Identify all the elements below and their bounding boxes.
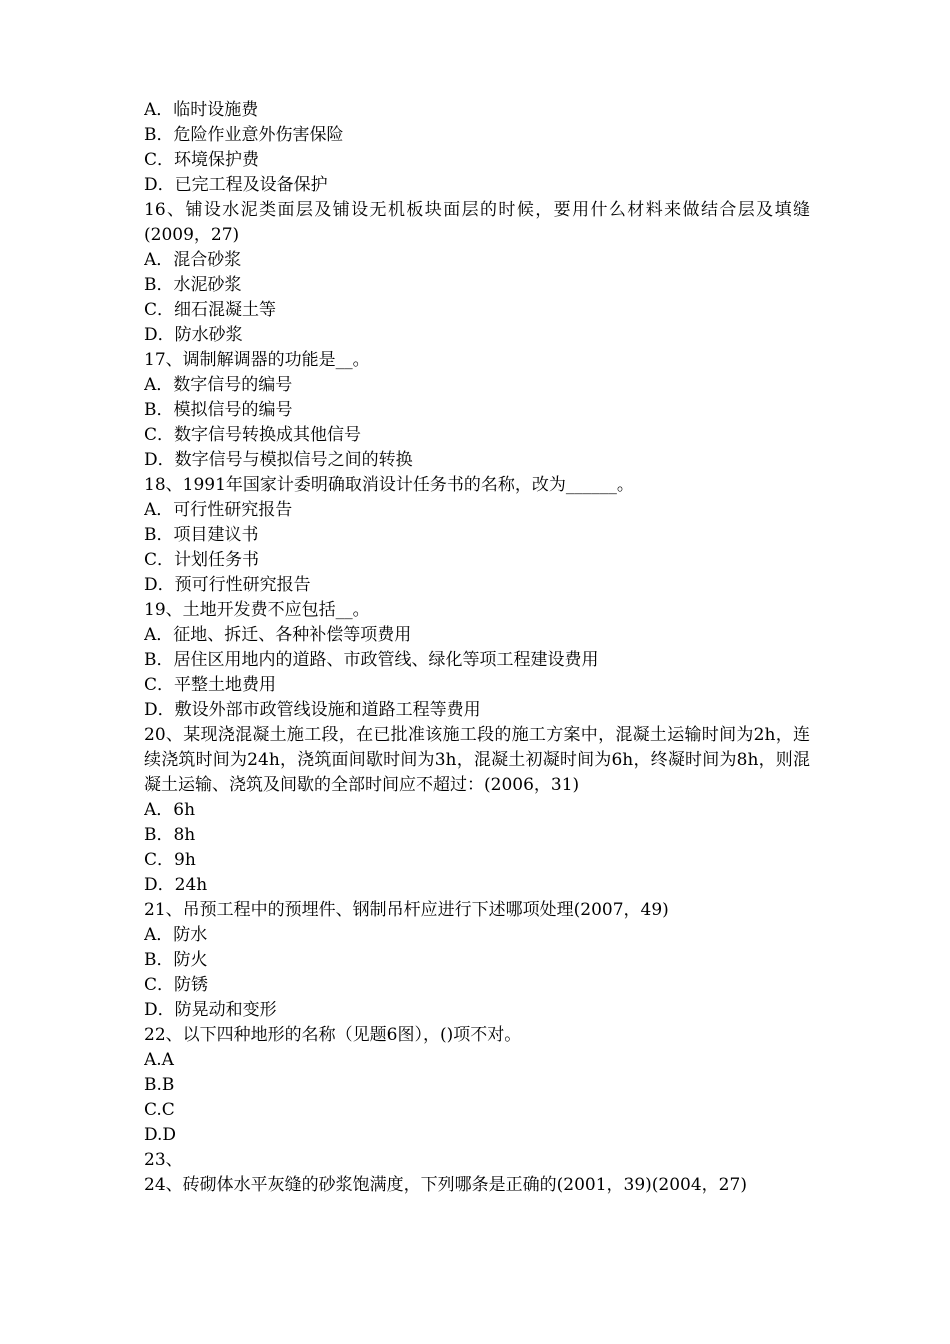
option-d: D．已完工程及设备保护 [144, 175, 328, 195]
option-a: A．临时设施费 [144, 100, 259, 120]
question-20-stem: 20、某现浇混凝土施工段，在已批准该施工段的施工方案中，混凝土运输时间为2h，连续浇筑时间为24h，浇筑面间歇时间为3h，混凝土初凝时间为6h，终凝时间为8h，则混凝土运输、浇筑及间歇的全部时间应不超过：(2006，31) [144, 725, 810, 795]
option-d: D．防晃动和变形 [144, 1000, 277, 1020]
option-c: C．环境保护费 [144, 150, 260, 170]
option-b: B．项目建议书 [144, 525, 259, 545]
question-16-stem: 16、铺设水泥类面层及铺设无机板块面层的时候，要用什么材料来做结合层及填缝(2009，27) [144, 200, 810, 245]
document-page [144, 98, 810, 1198]
option-b: B．水泥砂浆 [144, 275, 242, 295]
option-d: D．24h [144, 875, 208, 895]
option-d: D．敷设外部市政管线设施和道路工程等费用 [144, 700, 481, 720]
option-c: C.C [144, 1100, 175, 1120]
option-a: A．混合砂浆 [144, 250, 242, 270]
option-a: A．数字信号的编号 [144, 375, 293, 395]
option-d: D．数字信号与模拟信号之间的转换 [144, 450, 413, 470]
option-c: C．数字信号转换成其他信号 [144, 425, 362, 445]
option-b: B．防火 [144, 950, 208, 970]
question-22-stem: 22、以下四种地形的名称（见题6图），()项不对。 [144, 1025, 522, 1045]
option-a: A．可行性研究报告 [144, 500, 293, 520]
option-b: B．居住区用地内的道路、市政管线、绿化等项工程建设费用 [144, 650, 599, 670]
option-b: B．模拟信号的编号 [144, 400, 293, 420]
question-17-stem: 17、调制解调器的功能是__。 [144, 350, 370, 370]
option-a: A.A [144, 1050, 174, 1070]
option-c: C．细石混凝土等 [144, 300, 277, 320]
option-d: D.D [144, 1125, 177, 1145]
question-21-stem: 21、吊预工程中的预埋件、钢制吊杆应进行下述哪项处理(2007，49) [144, 900, 669, 920]
option-b: B.B [144, 1075, 175, 1095]
option-c: C．计划任务书 [144, 550, 260, 570]
option-a: A．征地、拆迁、各种补偿等项费用 [144, 625, 412, 645]
option-d: D．防水砂浆 [144, 325, 243, 345]
option-b: B．8h [144, 825, 196, 845]
option-c: C．平整土地费用 [144, 675, 277, 695]
option-b: B．危险作业意外伤害保险 [144, 125, 344, 145]
question-24-stem: 24、砖砌体水平灰缝的砂浆饱满度，下列哪条是正确的(2001，39)(2004，27) [144, 1175, 747, 1195]
option-c: C．防锈 [144, 975, 209, 995]
question-23-stem: 23、 [144, 1150, 183, 1170]
option-c: C．9h [144, 850, 196, 870]
question-18-stem: 18、1991年国家计委明确取消设计任务书的名称，改为______。 [144, 475, 634, 495]
option-d: D．预可行性研究报告 [144, 575, 311, 595]
option-a: A．6h [144, 800, 196, 820]
question-19-stem: 19、土地开发费不应包括__。 [144, 600, 370, 620]
option-a: A．防水 [144, 925, 208, 945]
